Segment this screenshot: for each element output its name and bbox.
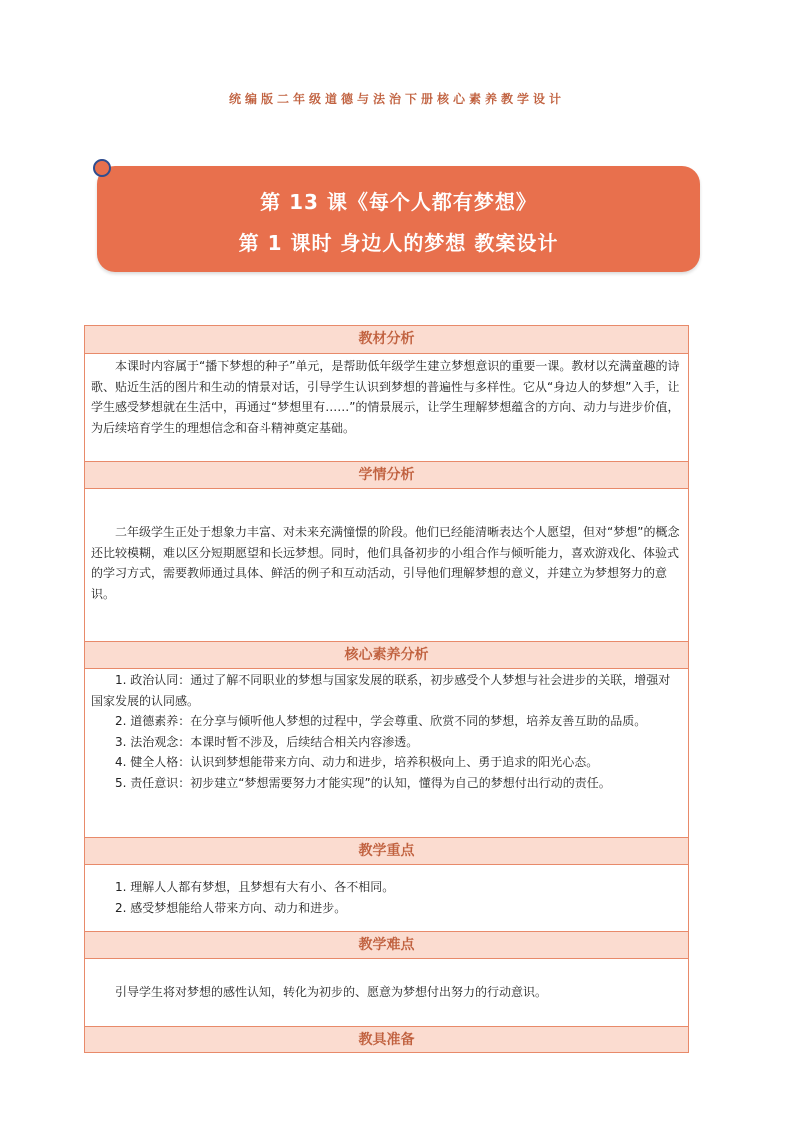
textbook-paragraph: 本课时内容属于“播下梦想的种子”单元，是帮助低年级学生建立梦想意识的重要一课。教材以充满童趣的诗歌、贴近生活的图片和生动的情景对话，引导学生认识到梦想的普遍性与多样性。它从“身边人的梦想”入手，让学生感受梦想就在生活中，再通过“梦想里有……”的情景展示，让学生理解梦想蕴含的方向、动力与进步价值，为后续培育学生的理想信念和奋斗精神奠定基础。 xyxy=(91,359,680,435)
section-header-keypoints: 教学重点 xyxy=(85,837,688,865)
section-header-textbook: 教材分析 xyxy=(85,326,688,354)
lesson-plan-table xyxy=(84,325,689,1053)
literacy-item: 2. 道德素养：在分享与倾听他人梦想的过程中，学会尊重、欣赏不同的梦想，培养友善互助的品质。 xyxy=(115,714,647,728)
literacy-item: 3. 法治观念：本课时暂不涉及，后续结合相关内容渗透。 xyxy=(115,734,419,749)
keypoint-item: 1. 理解人人都有梦想，且梦想有大有小、各不相同。 xyxy=(115,880,395,894)
document-header: 统编版二年级道德与法治下册核心素养教学设计 xyxy=(228,92,565,106)
literacy-item: 4. 健全人格：认识到梦想能带来方向、动力和进步，培养积极向上、勇于追求的阳光心态。 xyxy=(115,755,599,769)
lesson-subtitle: 第 1 课时 身边人的梦想 教案设计 xyxy=(238,231,559,255)
section-header-difficulties: 教学难点 xyxy=(85,931,688,959)
section-body-students xyxy=(85,522,688,604)
banner-dot-decoration xyxy=(93,159,111,177)
literacy-item: 5. 责任意识：初步建立“梦想需要努力才能实现”的认知，懂得为自己的梦想付出行动的责任。 xyxy=(115,775,611,790)
literacy-item: 1. 政治认同：通过了解不同职业的梦想与国家发展的联系，初步感受个人梦想与社会进步的关联，增强对国家发展的认同感。 xyxy=(91,673,671,708)
section-body-textbook xyxy=(85,356,688,438)
lesson-title: 第 13 课《每个人都有梦想》 xyxy=(260,190,537,214)
section-body-difficulties xyxy=(85,982,688,1003)
keypoint-item: 2. 感受梦想能给人带来方向、动力和进步。 xyxy=(115,900,347,915)
section-body-keypoints xyxy=(85,877,688,918)
students-paragraph: 二年级学生正处于想象力丰富、对未来充满憧憬的阶段。他们已经能清晰表达个人愿望，但对“梦想”的概念还比较模糊，难以区分短期愿望和长远梦想。同时，他们具备初步的小组合作与倾听能力，喜欢游戏化、体验式的学习方式，需要教师通过具体、鲜活的例子和互动活动，引导他们理解梦想的意义，并建立为梦想努力的意识。 xyxy=(91,525,680,601)
section-header-materials: 教具准备 xyxy=(85,1026,688,1053)
section-header-literacy: 核心素养分析 xyxy=(85,641,688,669)
section-body-literacy xyxy=(85,670,688,793)
lesson-title-banner xyxy=(97,166,700,272)
difficulties-paragraph: 引导学生将对梦想的感性认知，转化为初步的、愿意为梦想付出努力的行动意识。 xyxy=(115,985,548,999)
section-header-students: 学情分析 xyxy=(85,461,688,489)
